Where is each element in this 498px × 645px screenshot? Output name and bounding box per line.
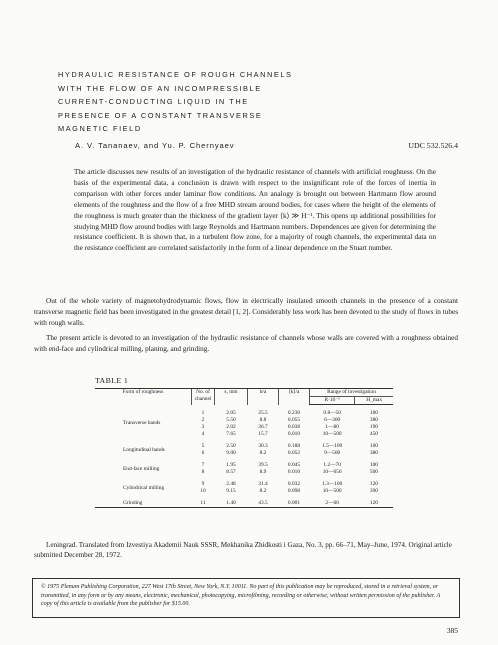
cell-re: 1.5—100: [322, 443, 343, 449]
cell-re: 2—60: [310, 495, 355, 508]
cell-k: 0.188: [287, 443, 301, 449]
cell-no: 4: [201, 431, 205, 437]
cell-re: 1.3—100: [322, 481, 343, 487]
table-row: [95, 438, 393, 450]
paragraph: The present article is devoted to an investigation of the hydraulic resistance of channels whose walls are covered with a roughness obtained with end-face and cylindrical milling, planing, and grinding.: [34, 333, 458, 353]
cell-s: 1.40: [215, 495, 248, 508]
cell-s: 2.50: [226, 443, 236, 449]
cell-k: 0.045: [287, 462, 301, 468]
title-line: MAGNETIC FIELD: [58, 124, 142, 134]
cell-no: 7: [201, 462, 205, 468]
cell-no: 11: [192, 495, 215, 508]
cell-b: 39.5: [258, 462, 268, 468]
table-row: [95, 495, 393, 508]
roughness-table: [95, 388, 393, 508]
cell-s: 1.95: [226, 462, 236, 468]
cell-s: 2.02: [226, 424, 236, 430]
cell-re: 1—80: [325, 424, 339, 430]
cell-re: 10—500: [322, 488, 342, 494]
cell-no: 2: [201, 417, 205, 423]
cell-b: 30.3: [258, 443, 268, 449]
page-number: 385: [446, 626, 458, 635]
cell-hmax: 100: [369, 443, 378, 449]
table-row: [95, 457, 393, 469]
header-b: b/a: [248, 389, 279, 405]
cell-no: 9: [201, 481, 205, 487]
cell-form: Longitudinal bands: [123, 446, 165, 453]
paragraph: Out of the whole variety of magnetohydrodynamic flows, flow in electrically insulated smooth channels in the presence of a constant transverse magnetic field has been investigated in the greatest detail [1, 2]. Considerably less work has been devoted to the study of flows in tubes with rough walls.: [34, 297, 459, 327]
header-range: Range of investigation: [310, 389, 394, 397]
authors: A. V. Tananaev, and Yu. P. Chernyaev: [75, 141, 235, 150]
cell-hmax: 380: [369, 417, 378, 423]
translation-note: [34, 540, 464, 560]
title-line: PRESENCE OF A CONSTANT TRANSVERSE: [58, 110, 263, 120]
cell-no: 10: [200, 488, 206, 494]
header-s: s, mm: [215, 389, 248, 405]
cell-s: 7.65: [226, 431, 236, 437]
cell-k: 0.098: [287, 488, 301, 494]
header-hmax: H_max: [355, 397, 393, 405]
cell-form: Cylindrical milling: [123, 484, 165, 491]
table-caption: TABLE 1: [95, 376, 129, 385]
cell-s: 2.05: [226, 409, 236, 416]
table-row: [95, 476, 393, 488]
abstract: [74, 167, 436, 254]
cell-form: Transverse bands: [123, 420, 161, 427]
cell-k: 0.230: [287, 409, 301, 416]
header-channel: No. of channel: [192, 389, 215, 405]
cell-b: 25.5: [258, 409, 268, 416]
udc-code: UDC 532.526.4: [408, 141, 458, 150]
cell-k: 0.001: [279, 495, 310, 508]
cell-s: 9.00: [226, 450, 236, 456]
cell-k: 0.055: [287, 417, 301, 423]
cell-re: 1.2—70: [323, 462, 341, 468]
cell-b: 43.5: [248, 495, 279, 508]
cell-re: 10—650: [322, 469, 342, 475]
cell-no: 8: [201, 469, 205, 475]
cell-k: 0.032: [287, 481, 301, 487]
cell-k: 0.010: [287, 431, 301, 437]
abstract-text: The article discusses new results of an investigation of the hydraulic resistance of channels with artificial roughness. On the basis of the experimental data, a conclusion is drawn with respect to the insignificant role of the forces of inertia in comparison with other forces under laminar flow conditions. An analogy is brought out between Hartmann flow around elements of the roughness and the flow of a free MHD stream around bodies, for cases where the height of the elements of the roughness is much greater than the thickness of the gradient layer ⟨k⟩ ≫ H⁻¹. This opens up additional possibilities for studying MHD flow around bodies with large Reynolds and Hartmann numbers. Dependences are given for determining the resistance coefficient. It is shown that, in a turbulent flow zone, for a majority of rough channels, the experimental data on the resistance coefficient are correlated satisfactorily in the form of a linear dependence on the Stuart number.: [74, 168, 436, 253]
copyright-box: [32, 578, 460, 618]
table-row: [95, 405, 393, 418]
cell-k: 0.052: [287, 450, 301, 456]
cell-hmax: 390: [369, 488, 378, 494]
title-line: HYDRAULIC RESISTANCE OF ROUGH CHANNELS: [58, 70, 293, 79]
cell-b: 8.2: [259, 450, 267, 456]
cell-hmax: 100: [369, 410, 378, 416]
cell-re: 0.8—50: [323, 410, 341, 416]
cell-b: 36.7: [258, 424, 268, 430]
cell-no: 1: [201, 409, 205, 416]
header-k: ⟨k⟩/a: [279, 389, 310, 405]
header-form: Form of roughness: [95, 389, 192, 405]
article-title: [58, 68, 358, 136]
cell-hmax: 380: [369, 450, 378, 456]
body-text: [34, 296, 458, 355]
cell-no: 6: [201, 450, 205, 456]
title-line: WITH THE FLOW OF AN INCOMPRESSIBLE: [58, 83, 262, 93]
cell-s: 2.48: [226, 481, 236, 487]
cell-k: 0.010: [287, 469, 301, 475]
cell-hmax: 450: [369, 431, 378, 437]
cell-b: 8.9: [259, 469, 267, 475]
cell-re: 9—500: [324, 450, 341, 456]
cell-s: 9.15: [226, 488, 236, 494]
footer-text: Leningrad. Translated from Izvestiya Akademii Nauk SSSR, Mekhanika Zhidkosti i Gaza, No. 3, pp. 66–71, May–June, 1974. Original article submitted December 28, 1972.: [34, 541, 452, 559]
cell-b: 31.4: [258, 481, 268, 487]
cell-no: 5: [201, 443, 205, 449]
cell-no: 3: [201, 424, 205, 430]
title-line: CURRENT-CONDUCTING LIQUID IN THE: [58, 97, 249, 107]
cell-b: 15.7: [258, 431, 268, 437]
copyright-text: © 1975 Plenum Publishing Corporation, 227 West 17th Street, New York, N.Y. 10011. No part of this publication may be reproduced, stored in a retrieval system, or transmitted, in any form or by any means, electronic, mechanical, photocopying, microfilming, recording or otherwise, without written permission of the publisher. A copy of this article is available from the publisher for $15.00.: [41, 584, 441, 608]
cell-hmax: 100: [369, 462, 378, 468]
cell-re: 10—500: [322, 431, 342, 437]
cell-form: Grinding: [95, 495, 192, 508]
cell-hmax: 500: [369, 469, 378, 475]
cell-hmax: 190: [369, 424, 378, 430]
cell-hmax: 120: [355, 495, 393, 508]
cell-s: 8.57: [226, 469, 236, 475]
cell-hmax: 120: [369, 481, 378, 487]
cell-s: 5.50: [226, 417, 236, 423]
cell-b: 8.8: [259, 417, 267, 423]
cell-form: End-face milling: [123, 465, 160, 472]
header-re: R·10⁻³: [310, 397, 355, 405]
cell-b: 8.2: [259, 488, 267, 494]
cell-k: 0.038: [287, 424, 301, 430]
cell-re: 6—300: [324, 417, 341, 423]
